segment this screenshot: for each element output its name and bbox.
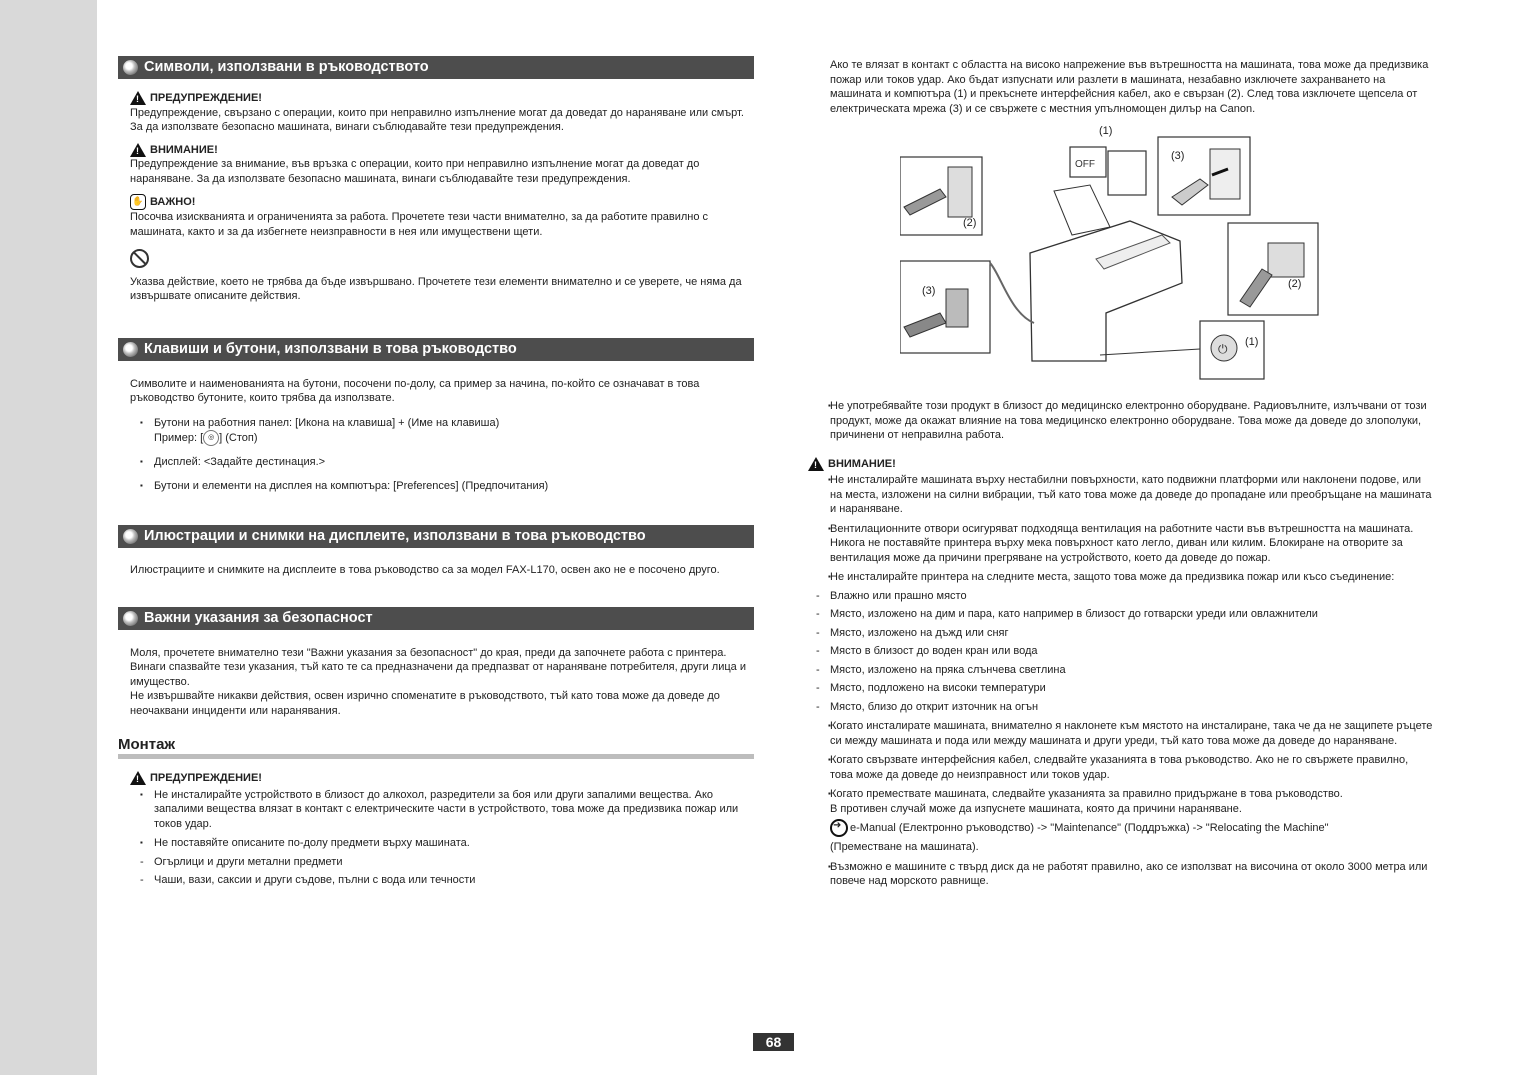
safety-body [130,646,754,719]
warning-triangle-icon: ! [130,91,146,105]
power-box [900,261,990,353]
right-column-lower [814,394,1433,889]
list-item: ▪ Не поставяйте описаните по-долу предмети върху машината. [130,836,754,851]
list-item: - Място, близо до открит източник на огън [806,700,1433,715]
stop-key-icon: ◎ [203,430,219,446]
computer-shape [1108,151,1146,195]
disc-icon [123,60,138,75]
label-1: (1) [1245,336,1259,348]
caution-label: ВНИМАНИЕ! [150,143,218,156]
disconnect-illustration [900,123,1320,385]
section-title: Символи, използвани в ръководството [144,59,429,75]
caution-heading [808,457,1433,472]
example-suffix: ] (Стоп) [219,431,258,444]
installation-warning-list [130,788,754,851]
emanual-reference-text: (Преместване на машината). [830,841,979,853]
list-item: - Влажно или прашно място [806,589,1433,604]
label-1: (1) [1099,125,1113,137]
left-column [118,56,754,888]
section-header-keys [118,338,754,361]
caution-heading [130,143,754,158]
section-header-safety [118,607,754,630]
list-item: ▪ Вентилационните отвори осигуряват подходяща вентилация на работните части във вътрешността на машината. Никога не поставяйте принтера върху мека повърхност като легло, диван или килим. Блокиране на отворите за вентилация може да причини прегряване на устройството, което да доведе до пожар. [818,522,1433,566]
list-item: ▪ Възможно е машините с твърд диск да не работят правилно, ако се използват на височина от около 3000 метра или повече над морското равнище. [818,860,1433,889]
list-item: - Място, изложено на дим и пара, като например в близост до готварски уреди или овлажнители [806,607,1433,622]
label-2: (2) [1288,278,1302,290]
list-item: ▪ Не употребявайте този продукт в близост до медицинско електронно оборудване. Радиовълните, излъчвани от този продукт, може да окажат влияние на това медицинско електронно оборудване. Това може да доведе до злополуки, причинени от неправилна работа. [818,399,1433,443]
warning-triangle-icon: ! [130,771,146,785]
keys-list [130,416,754,494]
list-item: ▪ Когато инсталирате машината, внимателно я наклонете към мястото на инсталиране, така че да не защипете ръцете си между машината и пода или между машината и други уреди, тъй като това може да доведе до нараняване. [818,719,1433,748]
list-item: ▪ Дисплей: <Задайте дестинация.> [130,455,754,470]
list-item: - Огърлици и други метални предмети [130,855,754,870]
places-list [806,589,1433,715]
medical-list [818,399,1433,443]
caution-description: Предупреждение за внимание, във връзка с операции, които при неправилно изпълнение могат да доведат до нараняване. За да използвате безопасно машината, винаги съблюдавайте тези предупреждения. [130,158,700,185]
section-title: Клавиши и бутони, използвани в това ръководство [144,340,517,357]
important-description: Посочва изискванията и ограниченията за работа. Прочетете тези части внимателно, за да работите правилно с машината, както и за да избегнете неизправности в нея или имуществени щети. [130,211,709,238]
off-label: OFF [1075,159,1095,170]
warning-heading [130,91,754,106]
page-number: 68 [753,1033,794,1051]
right-column [818,58,1433,116]
subsection-installation-title: Монтаж [118,736,754,759]
list-item: ▪ Бутони и елементи на дисплея на компютъра: [Preferences] (Предпочитания) [130,479,754,494]
caution-triangle-icon: ! [130,143,146,157]
list-item: ▪ Не инсталирайте принтера на следните места, защото това може да предизвика пожар или късо съединение: [818,570,1433,585]
list-item: - Място, подложено на високи температури [806,681,1433,696]
installation-body [130,771,754,888]
section-title: Важни указания за безопасност [144,609,373,626]
moving-text: В противен случай може да изпуснете машината, която да причини нараняване. [830,802,1242,815]
illustrations-body [130,563,754,578]
important-label: ВАЖНО! [150,195,196,208]
section-header-symbols [118,56,754,79]
moving-text: Когато премествате машината, следвайте указанията за правилно придържане в това ръководство. [830,788,1343,800]
installation-dash-list [130,855,754,888]
warning-heading [130,771,754,786]
label-2: (2) [963,217,977,229]
list-item: - Чаши, вази, саксии и други съдове, пълни с вода или течности [130,873,754,888]
list-item: - Място, изложено на пряка слънчева светлина [806,663,1433,678]
keys-item-panel: Бутони на работния панел: [Икона на клавиша] + (Име на клавиша) [154,416,500,429]
list-item: ▪ Когато свързвате интерфейсния кабел, следвайте указанията в това ръководство. Ако не го свържете правилно, това може да доведе до неизправност или токов удар. [818,753,1433,782]
disc-icon [123,611,138,626]
list-item [818,787,1433,855]
symbols-body [130,91,754,304]
illustrations-text: Илюстрациите и снимките на дисплеите в това ръководство са за модел FAX-L170, освен ако не е посочено друго. [130,564,720,576]
prohibited-icon [130,249,149,268]
disc-icon [123,529,138,544]
emanual-reference [830,819,1329,837]
spill-intro: Ако те влязат в контакт с областта на високо напрежение във вътрешността на машината, това може да предизвика пожар или токов удар. Ако бъдат изпуснати или разлети в машината, незабавно изключете захранването на машината и компютъра (1) и прекъснете интерфейсния кабел, ако е свързан (2). След това изключете щепсела от електрическата мрежа (3) и се свържете с местния упълномощен дилър на Canon. [830,59,1429,115]
power-socket-shape [946,289,968,327]
lan-port-shape [1268,243,1304,277]
keys-body [130,377,754,494]
disc-icon [123,342,138,357]
power-symbol-icon: ⏻ [1218,342,1228,356]
emanual-reference-text: e-Manual (Електронно ръководство) -> "Maintenance" (Поддръжка) -> "Relocating the Machine" [850,821,1329,834]
paper-tray-shape [1054,185,1110,235]
list-item [130,416,754,447]
important-heading [130,194,754,210]
section-header-illustrations [118,525,754,548]
leader-line [1100,349,1200,355]
safety-paragraph: Моля, прочетете внимателно тези "Важни указания за безопасност" до края, преди да започнете работа с принтера. [130,646,727,659]
list-item: - Място, изложено на дъжд или сняг [806,626,1433,641]
usb-port-shape [948,167,972,217]
emanual-arrow-icon [830,819,848,837]
warning-label: ПРЕДУПРЕЖДЕНИЕ! [150,772,262,784]
list-item: ▪ Не инсталирайте машината върху нестабилни повърхности, като подвижни платформи или наклонени подове, или на места, изложени на силни вибрации, тъй като това може да доведе до пропадане или преобръщане на машината и нараняване. [818,473,1433,517]
caution-triangle-icon: ! [808,457,824,471]
label-3: (3) [1171,150,1185,162]
section-title: Илюстрации и снимки на дисплеите, използвани в това ръководство [144,528,646,544]
cord-line [990,263,1034,323]
prohibited-description: Указва действие, което не трябва да бъде извършвано. Прочетете тези елементи внимателно и се уверете, че няма да извършвате описаните действия. [130,275,742,302]
hand-icon: ✋ [130,194,146,210]
warning-description: Предупреждение, свързано с операции, които при неправилно изпълнение могат да доведат до нараняване или смърт. За да използвате безопасно машината, винаги съблюдавайте тези предупреждения. [130,106,744,133]
safety-paragraph: Винаги спазвайте тези указания, тъй като те са предназначени да предпазват от нараняване потребителя, други лица и имущество. [130,661,746,688]
caution-label: ВНИМАНИЕ! [828,457,896,470]
list-item: ▪ Не инсталирайте устройството в близост до алкохол, разредители за боя или други запалими вещества. Ако запалими вещества влязат в контакт с електрическите части в устройството, това може да предизвика пожар или токов удар. [130,788,754,832]
example-prefix: Пример: [ [154,431,204,444]
page-side-margin [0,0,97,1075]
list-item: - Място в близост до воден кран или вода [806,644,1433,659]
warning-label: ПРЕДУПРЕЖДЕНИЕ! [150,92,262,104]
safety-paragraph: Не извършвайте никакви действия, освен изрично споменатите в ръководството, тъй като това може да доведе до неочаквани инциденти или наранявания. [130,690,720,717]
keys-intro: Символите и наименованията на бутони, посочени по-долу, са пример за начина, по-който се означават в това ръководство бутоните, които трябва да използвате. [130,377,700,404]
caution-list-continued [818,719,1433,889]
label-3: (3) [922,285,936,297]
caution-list [818,473,1433,585]
